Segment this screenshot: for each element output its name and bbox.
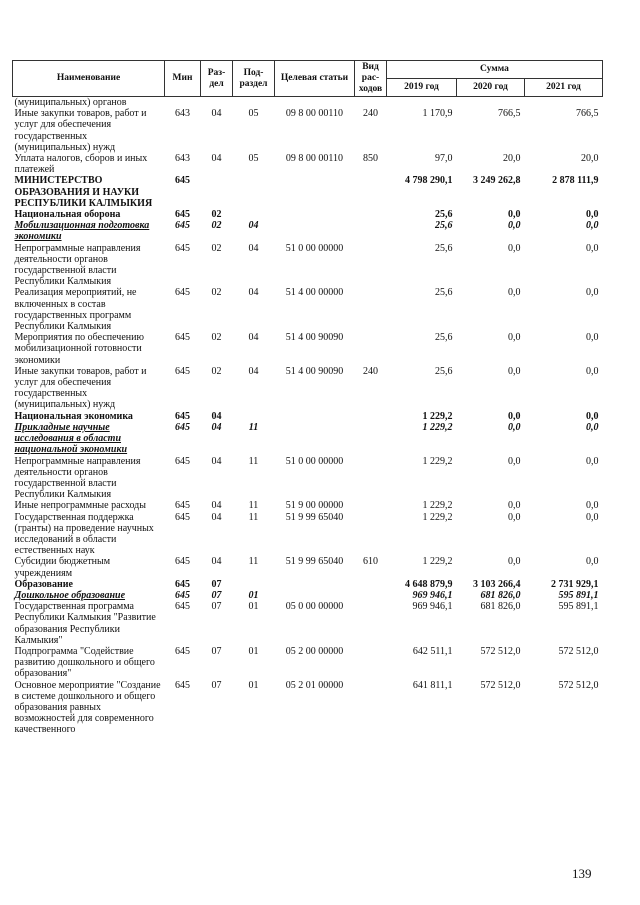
row-target: [275, 175, 355, 209]
row-name: Непрограммные направления деятельности органов государственной власти Республики Калмыкия: [14, 242, 141, 288]
row-value-2020: 0,0: [508, 242, 521, 254]
row-target: 09 8 00 00110: [285, 108, 344, 120]
row-expense-type: [355, 579, 387, 590]
row-section: 04: [211, 511, 222, 523]
row-value-2020: 3 103 266,4: [473, 578, 521, 590]
row-value-2020: 572 512,0: [480, 645, 521, 657]
table-row: [13, 220, 603, 242]
header-name: Наименование: [13, 61, 165, 97]
row-name: Уплата налогов, сборов и иных платежей: [14, 153, 148, 176]
row-value-2020: 0,0: [508, 421, 521, 433]
row-value-2020: 572 512,0: [480, 679, 521, 691]
row-min: 645: [175, 175, 190, 187]
table-row: [13, 366, 603, 411]
row-expense-type: [355, 209, 387, 220]
row-target: [275, 422, 355, 456]
row-value-2021: 595 891,1: [558, 601, 599, 613]
row-name: Прикладные научные исследования в области национальной экономики: [14, 421, 128, 456]
row-value-2020: 0,0: [508, 455, 521, 467]
row-expense-type: [355, 601, 387, 646]
row-value-2021: 0,0: [586, 220, 599, 232]
row-section: 04: [211, 410, 222, 422]
row-value-2020: 681 826,0: [480, 601, 521, 613]
row-subsection: 01: [248, 601, 259, 613]
row-min: 645: [175, 365, 190, 377]
row-value-2019: 4 798 290,1: [405, 175, 453, 187]
row-value-2020: 3 249 262,8: [473, 175, 521, 187]
table-row: [13, 153, 603, 175]
row-target: 51 0 00 00000: [285, 455, 344, 467]
row-target: [275, 97, 355, 109]
header-min: Мин: [165, 61, 201, 97]
row-value-2021: 572 512,0: [558, 679, 599, 691]
row-target: 51 9 99 65040: [285, 511, 344, 523]
row-subsection: 11: [248, 455, 259, 467]
row-target: 05 2 01 00000: [285, 679, 344, 691]
row-value-2019: 641 811,1: [412, 679, 453, 691]
table-row: [13, 97, 603, 109]
row-expense-type: [355, 422, 387, 456]
row-section: 07: [211, 679, 222, 691]
header-2021: 2021 год: [525, 79, 603, 97]
row-subsection: [233, 209, 275, 220]
row-name: Основное мероприятие "Создание в системе дошкольного и общего образования равных возможностей для современного качественного: [14, 679, 161, 736]
row-value-2021: 0,0: [586, 332, 599, 344]
row-expense-type: [355, 646, 387, 680]
row-value-2020: 0,0: [508, 332, 521, 344]
row-name: Дошкольное образование: [14, 589, 126, 601]
table-row: [13, 411, 603, 422]
row-value-2021: 0,0: [586, 410, 599, 422]
row-expense-type: [355, 175, 387, 209]
row-section: 07: [211, 578, 222, 590]
row-value-2021: 0,0: [586, 421, 599, 433]
row-value-2019: 25,6: [435, 332, 453, 344]
row-name: (муниципальных) органов: [14, 97, 127, 108]
row-expense-type: [355, 456, 387, 501]
header-target: Целевая статьи: [275, 61, 355, 97]
row-subsection: [233, 97, 275, 109]
row-target: [275, 579, 355, 590]
row-value-2020: 0,0: [508, 556, 521, 568]
row-value-2020: 681 826,0: [480, 589, 521, 601]
row-value-2019: 25,6: [435, 242, 453, 254]
table-row: [13, 108, 603, 153]
row-expense-type: 240: [363, 365, 378, 377]
row-expense-type: [355, 243, 387, 288]
row-value-2019: 1 229,2: [422, 556, 453, 568]
row-value-2021: 0,0: [586, 287, 599, 299]
row-value-2019: 25,6: [435, 220, 453, 232]
row-expense-type: 850: [363, 153, 378, 165]
row-name: Национальная экономика: [14, 410, 133, 422]
row-min: 645: [175, 645, 190, 657]
row-min: 645: [175, 511, 190, 523]
row-section: 02: [211, 220, 222, 232]
row-subsection: 01: [248, 679, 259, 691]
row-min: 645: [175, 679, 190, 691]
row-subsection: 04: [248, 332, 259, 344]
page-number: 139: [572, 866, 592, 881]
table-row: [13, 500, 603, 511]
row-value-2019: 1 229,2: [422, 455, 453, 467]
table-row: [13, 590, 603, 601]
row-section: 02: [211, 242, 222, 254]
row-expense-type: [355, 287, 387, 332]
row-name: Иные закупки товаров, работ и услуг для обеспечения государственных (муниципальных) нужд: [14, 365, 147, 411]
row-value-2020: 766,5: [498, 108, 521, 120]
row-value-2019: 25,6: [435, 209, 453, 221]
table-row: [13, 601, 603, 646]
row-value-2021: 572 512,0: [558, 645, 599, 657]
header-2019: 2019 год: [387, 79, 457, 97]
row-min: 643: [175, 108, 190, 120]
row-value-2021: 2 878 111,9: [552, 175, 599, 187]
row-value-2021: 0,0: [586, 455, 599, 467]
row-value-2019: 642 511,1: [412, 645, 453, 657]
row-section: 07: [211, 645, 222, 657]
row-value-2019: 1 229,2: [422, 500, 453, 512]
table-row: [13, 646, 603, 680]
row-target: 51 4 00 00000: [285, 287, 344, 299]
row-value-2019: 4 648 879,9: [405, 578, 453, 590]
row-min: 643: [175, 153, 190, 165]
row-expense-type: [355, 411, 387, 422]
row-name: Субсидии бюджетным учреждениям: [14, 556, 111, 579]
row-value-2021: 0,0: [586, 511, 599, 523]
row-value-2019: 1 229,2: [422, 410, 453, 422]
row-target: [275, 209, 355, 220]
row-value-2021: 0,0: [586, 242, 599, 254]
row-subsection: 04: [248, 242, 259, 254]
row-subsection: 04: [248, 365, 259, 377]
row-min: 645: [175, 242, 190, 254]
table-row: [13, 680, 603, 736]
row-expense-type: [355, 590, 387, 601]
row-section: 07: [211, 589, 222, 601]
header-sum: Сумма: [387, 61, 603, 79]
row-expense-type: 240: [363, 108, 378, 120]
row-target: 51 9 99 65040: [285, 556, 344, 568]
row-section: [201, 97, 233, 109]
row-subsection: [233, 579, 275, 590]
row-section: 04: [211, 421, 222, 433]
row-min: 645: [175, 332, 190, 344]
row-value-2020: [457, 97, 525, 109]
header-expense-type: Вид рас-ходов: [355, 61, 387, 97]
row-subsection: 11: [248, 511, 259, 523]
row-subsection: 04: [248, 220, 259, 232]
row-section: 02: [211, 365, 222, 377]
row-name: Непрограммные направления деятельности органов государственной власти Республики Калмыкия: [14, 455, 141, 501]
table-row: [13, 422, 603, 456]
row-value-2020: 0,0: [508, 209, 521, 221]
row-value-2021: 0,0: [586, 365, 599, 377]
table-row: [13, 209, 603, 220]
row-subsection: 11: [248, 500, 259, 512]
row-min: 645: [175, 421, 190, 433]
row-value-2021: 766,5: [576, 108, 599, 120]
row-value-2021: 20,0: [581, 153, 599, 165]
row-value-2019: 25,6: [435, 287, 453, 299]
row-target: 51 0 00 00000: [285, 242, 344, 254]
row-min: 645: [175, 556, 190, 568]
row-section: 04: [211, 108, 222, 120]
row-value-2020: 0,0: [508, 287, 521, 299]
row-name: Государственная программа Республики Калмыкия "Развитие образования Республики Калмыкия": [14, 601, 156, 646]
row-section: 04: [211, 455, 222, 467]
row-target: 05 0 00 00000: [285, 601, 344, 613]
row-min: 645: [175, 455, 190, 467]
budget-table: [12, 60, 603, 736]
row-value-2020: 0,0: [508, 365, 521, 377]
row-subsection: 04: [248, 287, 259, 299]
row-target: 51 4 00 90090: [285, 332, 344, 344]
row-value-2019: 97,0: [435, 153, 453, 165]
row-name: Реализация мероприятий, не включенных в состав государственных программ Республики Калмыкия: [14, 287, 137, 333]
row-expense-type: [355, 680, 387, 736]
row-value-2019: [387, 97, 457, 109]
row-name: Иные закупки товаров, работ и услуг для обеспечения государственных (муниципальных) нужд: [14, 108, 147, 153]
row-min: 645: [175, 578, 190, 590]
row-target: [275, 411, 355, 422]
row-value-2021: 0,0: [586, 500, 599, 512]
row-value-2019: 969 946,1: [412, 601, 453, 613]
row-expense-type: [355, 500, 387, 511]
row-value-2021: [525, 97, 603, 109]
row-value-2020: 0,0: [508, 410, 521, 422]
row-name: Образование: [14, 578, 73, 590]
row-name: Мобилизационная подготовка экономики: [14, 220, 150, 243]
row-subsection: 11: [248, 556, 259, 568]
row-min: 645: [175, 500, 190, 512]
row-subsection: [233, 175, 275, 209]
row-subsection: 05: [248, 153, 259, 165]
row-target: 09 8 00 00110: [285, 153, 344, 165]
row-target: [275, 220, 355, 242]
row-value-2021: 2 731 929,1: [551, 578, 599, 590]
table-row: [13, 243, 603, 288]
row-target: 05 2 00 00000: [285, 645, 344, 657]
row-name: Национальная оборона: [14, 209, 121, 221]
row-subsection: [233, 411, 275, 422]
row-subsection: 05: [248, 108, 259, 120]
header-section: Раз-дел: [201, 61, 233, 97]
row-value-2021: 0,0: [586, 556, 599, 568]
row-value-2020: 0,0: [508, 220, 521, 232]
row-min: 645: [175, 410, 190, 422]
row-subsection: 01: [248, 589, 259, 601]
row-name: Подпрограмма "Содействие развитию дошкольного и общего образования": [14, 645, 155, 680]
row-section: 04: [211, 556, 222, 568]
row-section: 02: [211, 287, 222, 299]
table-row: [13, 332, 603, 366]
table-row: [13, 287, 603, 332]
row-section: 04: [211, 153, 222, 165]
table-row: [13, 556, 603, 578]
row-name: Государственная поддержка (гранты) на проведение научных исследований в области естественных наук: [14, 511, 154, 557]
row-min: [165, 97, 201, 109]
row-section: 02: [211, 209, 222, 221]
row-value-2020: 0,0: [508, 500, 521, 512]
row-expense-type: [355, 220, 387, 242]
row-value-2019: 1 229,2: [422, 511, 453, 523]
table-row: [13, 512, 603, 557]
row-expense-type: [355, 332, 387, 366]
row-value-2019: 1 170,9: [422, 108, 453, 120]
row-value-2019: 25,6: [435, 365, 453, 377]
row-min: 645: [175, 287, 190, 299]
budget-table-sheet: [12, 60, 602, 736]
row-name: МИНИСТЕРСТВО ОБРАЗОВАНИЯ И НАУКИ РЕСПУБЛИКИ КАЛМЫКИЯ: [14, 175, 153, 209]
row-target: [275, 590, 355, 601]
row-target: 51 9 00 00000: [285, 500, 344, 512]
row-min: 645: [175, 220, 190, 232]
row-min: 645: [175, 209, 190, 221]
row-value-2020: 0,0: [508, 511, 521, 523]
table-body: [13, 97, 603, 736]
table-row: [13, 579, 603, 590]
row-value-2021: 595 891,1: [558, 589, 599, 601]
header-subsection: Под-раздел: [233, 61, 275, 97]
row-section: 07: [211, 601, 222, 613]
row-section: 02: [211, 332, 222, 344]
row-value-2021: 0,0: [586, 209, 599, 221]
header-2020: 2020 год: [457, 79, 525, 97]
row-min: 645: [175, 601, 190, 613]
table-row: [13, 456, 603, 501]
table-row: [13, 175, 603, 209]
row-target: 51 4 00 90090: [285, 365, 344, 377]
row-subsection: 11: [248, 421, 259, 433]
row-section: [201, 175, 233, 209]
row-value-2019: 1 229,2: [422, 421, 453, 433]
row-name: Мероприятия по обеспечению мобилизационной готовности экономики: [14, 332, 144, 366]
row-value-2019: 969 946,1: [412, 589, 453, 601]
row-subsection: 01: [248, 645, 259, 657]
row-value-2020: 20,0: [503, 153, 521, 165]
row-expense-type: [355, 512, 387, 557]
row-name: Иные непрограммные расходы: [14, 500, 146, 512]
row-section: 04: [211, 500, 222, 512]
row-min: 645: [175, 589, 190, 601]
row-expense-type: 610: [363, 556, 378, 568]
row-expense-type: [355, 97, 387, 109]
